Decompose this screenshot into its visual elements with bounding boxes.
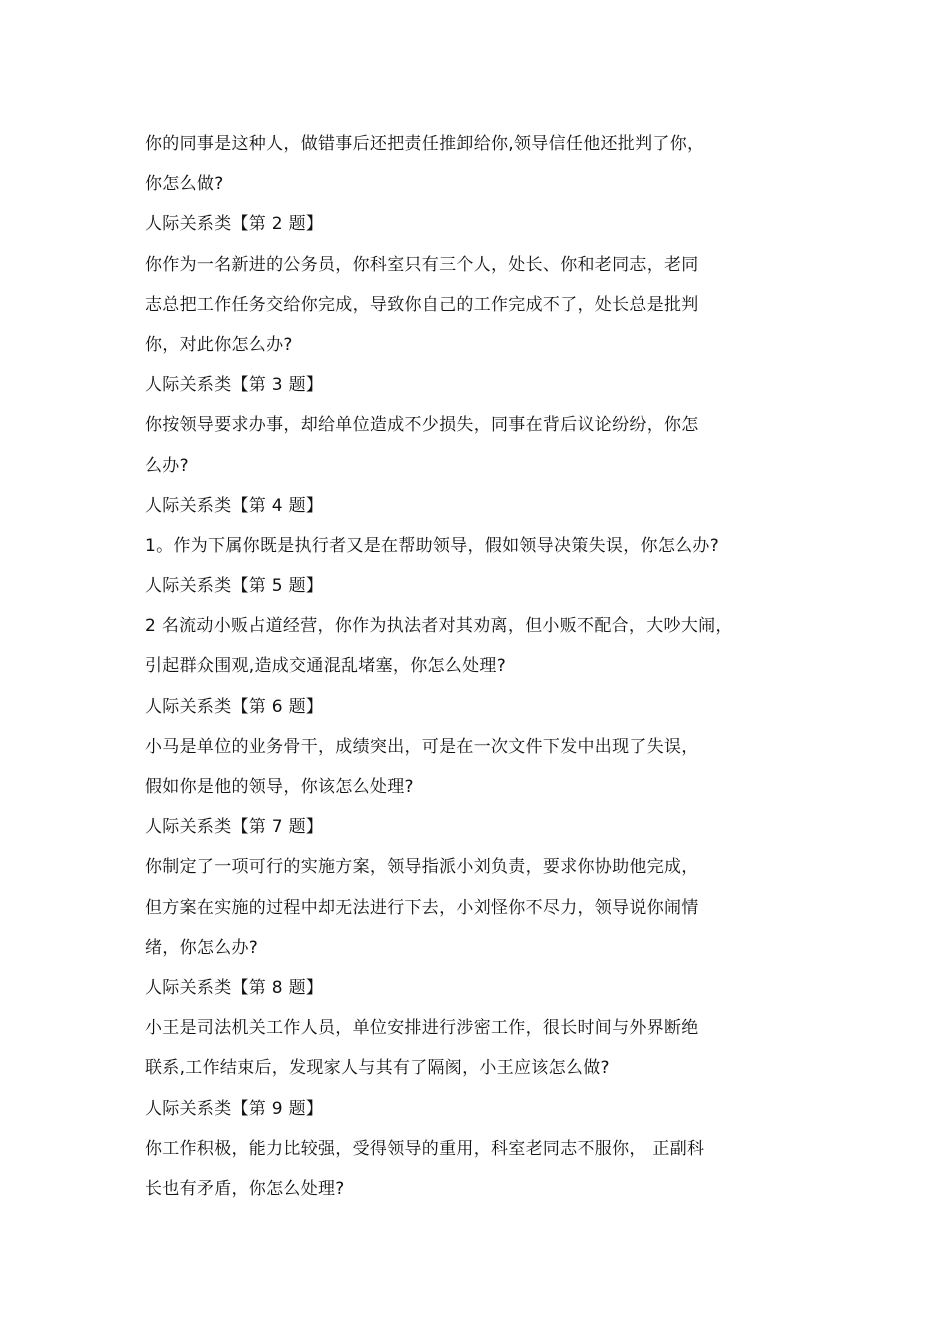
question-heading: 人际关系类【第 5 题】: [145, 576, 324, 597]
text-line: 1。作为下属你既是执行者又是在帮助领导，假如领导决策失误，你怎么办?: [145, 535, 720, 556]
text-line: 志总把工作任务交给你完成，导致你自己的工作完成不了，处长总是批判: [145, 294, 699, 315]
question-heading: 人际关系类【第 8 题】: [145, 977, 324, 998]
text-line: 但方案在实施的过程中却无法进行下去，小刘怪你不尽力，领导说你闹情: [145, 897, 699, 918]
text-line: 小王是司法机关工作人员，单位安排进行涉密工作，很长时间与外界断绝: [145, 1018, 699, 1039]
document-body: [145, 124, 745, 1209]
text-line: 绪，你怎么办?: [145, 937, 259, 958]
text-line: 你按领导要求办事，却给单位造成不少损失，同事在背后议论纷纷，你怎: [145, 415, 699, 436]
text-line: 你，对此你怎么办?: [145, 334, 293, 355]
text-line: 你的同事是这种人，做错事后还把责任推卸给你,领导信任他还批判了你，: [145, 134, 705, 154]
text-line: 联系,工作结束后，发现家人与其有了隔阂，小王应该怎么做?: [145, 1058, 610, 1079]
text-line: 2 名流动小贩占道经营，你作为执法者对其劝离，但小贩不配合，大吵大闹，: [145, 616, 733, 637]
text-line: 你怎么做?: [145, 174, 224, 195]
question-heading: 人际关系类【第 6 题】: [145, 696, 324, 717]
question-heading: 人际关系类【第 4 题】: [145, 495, 324, 516]
question-heading: 人际关系类【第 7 题】: [145, 817, 324, 838]
text-line: 假如你是他的领导，你该怎么处理?: [145, 777, 414, 797]
question-heading: 人际关系类【第 2 题】: [145, 214, 324, 235]
text-line: 你工作积极，能力比较强，受得领导的重用，科室老同志不服你， 正副科: [145, 1138, 705, 1159]
text-line: 么办?: [145, 455, 189, 476]
text-line: 引起群众围观,造成交通混乱堵塞，你怎么处理?: [145, 656, 507, 677]
text-line: 你作为一名新进的公务员，你科室只有三个人，处长、你和老同志，老同: [145, 254, 699, 275]
question-heading: 人际关系类【第 9 题】: [145, 1098, 324, 1119]
text-line: 长也有矛盾，你怎么处理?: [145, 1178, 345, 1199]
text-line: 小马是单位的业务骨干，成绩突出，可是在一次文件下发中出现了失误，: [145, 736, 699, 757]
text-line: 你制定了一项可行的实施方案，领导指派小刘负责，要求你协助他完成，: [145, 857, 699, 878]
question-heading: 人际关系类【第 3 题】: [145, 375, 324, 396]
